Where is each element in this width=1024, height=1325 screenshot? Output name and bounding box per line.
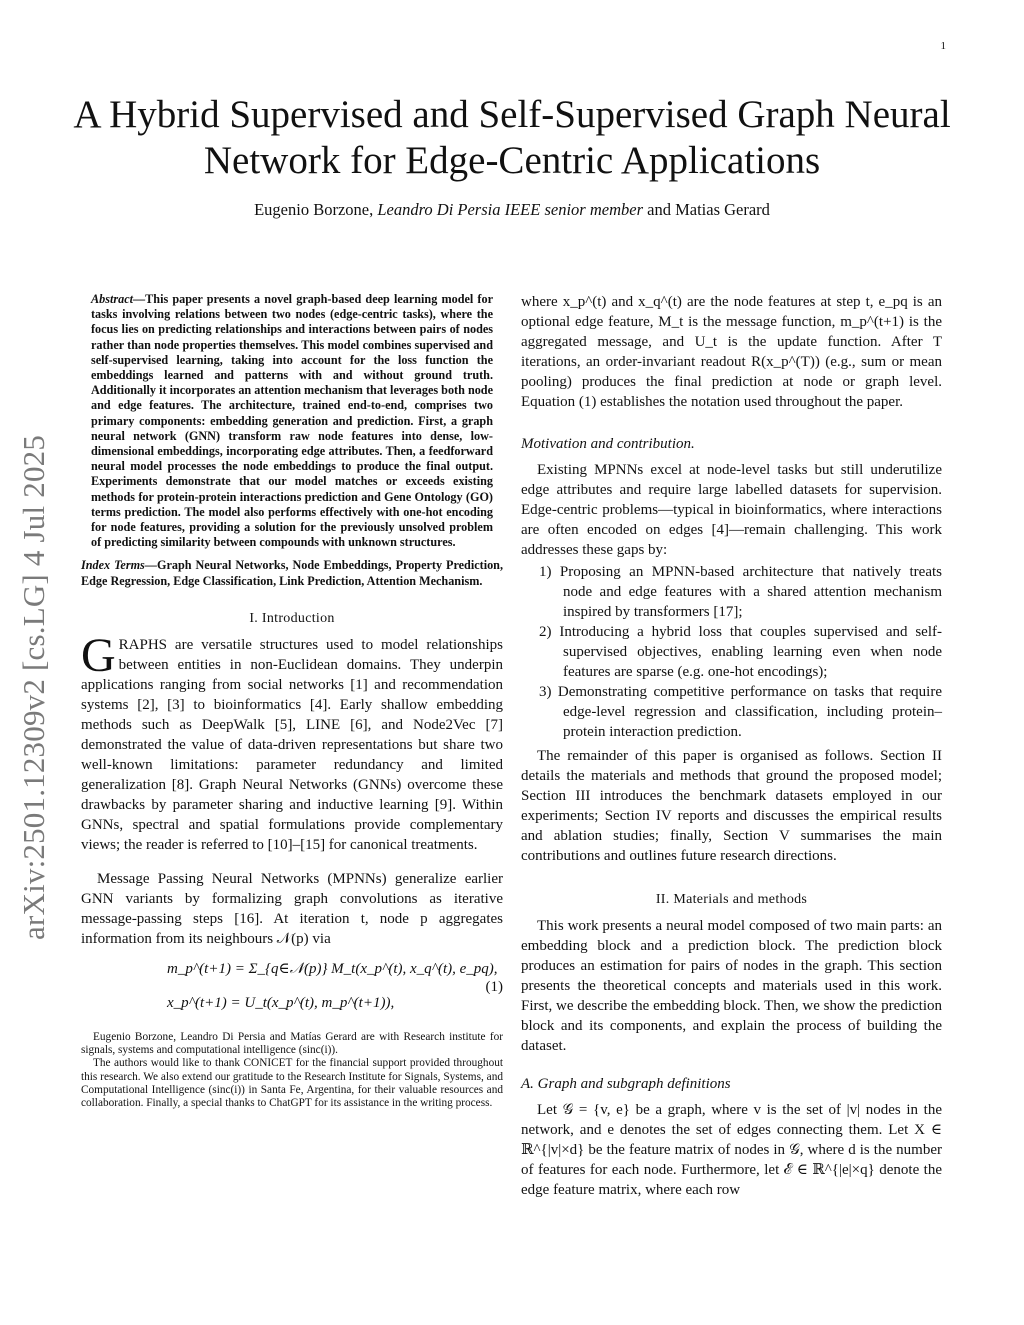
left-column [81,292,503,1111]
motivation-heading: Motivation and contribution. [521,436,695,452]
author-conjunction: and [647,200,671,219]
footnotes [81,1031,503,1111]
materials-paragraph: This work presents a neural model composed of two main parts: an embedding block and a prediction block. The prediction block produces an estimation for pairs of nodes in the graph. This section presents the theoretical concepts and materials used in this work. First, we describe the embedding block. Then, we show the prediction block and its components, and explain the process of building the dataset. [521,918,942,1054]
abstract-text: This paper presents a novel graph-based deep learning model for tasks involving relations between two nodes (edge-centric tasks), where the focus lies on predicting relationships and interactions between pairs of nodes rather than node properties themselves. This model combines supervised and self-supervised learning, taking into account for the loss function the embeddings learned and patterns with and without ground truth. Additionally it incorporates an attention mechanism that leverages both node and edge features. The architecture, trained end-to-end, comprises two primary components: embedding generation and prediction. First, a graph neural network (GNN) transform raw node features into dense, low-dimensional embeddings, incorporating edge attributes. Then, a feedforward neural model processes the node embeddings to produce the final output. Experiments demonstrate that our model matches or exceeds existing methods for protein-protein interactions prediction and Gene Ontology (GO) terms prediction. The model also performs effectively with one-hot encoding for node features, providing a solution for the previously unsolved problem of predicting similarity between compounds with unknown structures. [91,292,493,550]
footnote-affiliation: Eugenio Borzone, Leandro Di Persia and Matías Gerard are with Research institute for signals, systems and computational intelligence (sinc(i)). [81,1030,503,1057]
intro-paragraph-1-text: RAPHS are versatile structures used to model relationships between entities in non-Euclidean domains. They underpin applications ranging from social networks [1] and recommendation systems [2], [3] to bioinformatics [4]. Early shallow embedding methods such as DeepWalk [5], LINE [6], and Node2Vec [7] demonstrated the value of data-driven representations but share two well-known limitations: parameter redundancy and limited generalization [8]. Graph Neural Networks (GNNs) overcome these drawbacks by parameter sharing and inductive learning [9]. Within GNNs, spectral and spatial formulations provide complementary views; the reader is referred to [10]–[15] for canonical treatments. [81,636,503,853]
abstract-lead: Abstract— [91,292,146,306]
notation-paragraph: where x_p^(t) and x_q^(t) are the node features at step t, e_pq is an optional edge feature, M_t is the message function, m_p^(t+1) is the aggregated message, and U_t is the update function. After T iterations, an order-invariant readout R(x_p^(T)) (e.g., sum or mean pooling) produces the final prediction at node or graph level. Equation (1) establishes the notation used throughout the paper. [521,294,942,410]
section-heading-materials: II. Materials and methods [655,892,808,907]
graph-definition-paragraph: Let 𝒢 = {v, e} be a graph, where v is the set of |v| nodes in the network, and e denotes the set of edges connecting them. Let X ∈ ℝ^{|v|×d} be the feature matrix of nodes in 𝒢, where d is the number of features for each node. Furthermore, let ℰ ∈ ℝ^{|e|×q} denote the edge feature matrix, where each row [521,1102,942,1198]
intro-paragraph-1 [81,628,503,855]
subsection-heading-graph: A. Graph and subgraph definitions [521,1076,731,1092]
contribution-list [521,562,942,742]
index-terms-text: Graph Neural Networks, Node Embeddings, Property Prediction, Edge Regression, Edge Classification, Link Prediction, Attention Mechanism. [81,558,503,588]
motivation-paragraph: Existing MPNNs excel at node-level tasks but still underutilize edge attributes and require large labelled datasets for supervision. Edge-centric problems—typical in bioinformatics, where interactions are often encoded on edges [4]—remain challenging. This work addresses these gaps by: [521,462,942,558]
intro-paragraph-2: Message Passing Neural Networks (MPNNs) generalize earlier GNN variants by formalizing graph convolutions as iterative message-passing steps [16]. At iteration t, node p aggregates information from its neighbours 𝒩(p) via [81,870,503,947]
equation-1 [81,955,503,1021]
author-list [60,200,964,220]
equation-line-1: m_p^(t+1) = Σ_{q∈𝒩(p)} M_t(x_p^(t), x_q^(t), e_pq), [167,960,498,977]
drop-cap: G [81,628,116,682]
author-3: Matias Gerard [675,200,770,219]
arxiv-stamp: arXiv:2501.12309v2 [cs.LG] 4 Jul 2025 [16,434,51,940]
author-2: Leandro Di Persia IEEE senior member [377,200,643,219]
section-heading-introduction: I. Introduction [249,610,335,626]
abstract [91,292,493,550]
equation-number: (1) [485,978,503,995]
contribution-item: 3) Demonstrating competitive performance on tasks that require edge-level regression and classification, including protein–protein interaction prediction. [539,684,942,740]
right-column [521,292,942,1200]
author-1: Eugenio Borzone, [254,200,374,219]
index-terms-lead: Index Terms— [81,558,157,573]
index-terms [81,558,503,588]
footnote-acknowledgement: The authors would like to thank CONICET for the financial support provided throughout this research. We also extend our gratitude to the Research Institute for Signals, Systems, and Computational Intelligence (sinc(i)) in Santa Fe, Argentina, for their valuable resources and collaboration. Finally, a special thanks to ChatGPT for its assistance in the writing process. [81,1057,503,1110]
equation-line-2: x_p^(t+1) = U_t(x_p^(t), m_p^(t+1)), [167,994,395,1011]
remainder-paragraph: The remainder of this paper is organised as follows. Section II details the materials and methods that ground the proposed model; Section III introduces the benchmark datasets employed in our experiments; Section IV reports and discusses the empirical results and ablation studies; finally, Section V summarises the main contributions and outlines future research directions. [521,748,942,864]
contribution-item: 1) Proposing an MPNN-based architecture that natively treats node and edge features with a shared attention mechanism inspired by transformers [17]; [539,564,942,620]
contribution-item: 2) Introducing a hybrid loss that couples supervised and self-supervised objectives, enabling learning even when node features are sparse (e.g. one-hot encodings); [539,624,942,680]
page-number: 1 [940,40,946,52]
paper-title: A Hybrid Supervised and Self-Supervised Graph Neural Network for Edge-Centric Applications [73,93,951,182]
